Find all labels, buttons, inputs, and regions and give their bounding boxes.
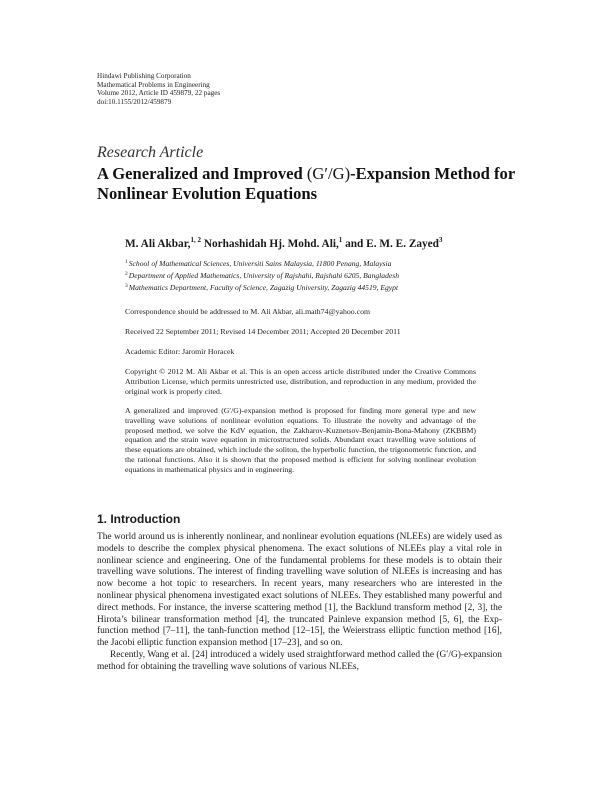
author-name: and E. M. E. Zayed bbox=[345, 238, 439, 250]
affiliation bbox=[125, 271, 399, 280]
title-part-2: -Expansion Method for Nonlinear Evolution Equations bbox=[97, 164, 515, 203]
article-type: Research Article bbox=[97, 144, 204, 161]
paragraph: The world around us is inherently nonlinear, and nonlinear evolution equations (NLEEs) are widely used as models to describe the complex physical phenomena. The exact solutions of NLEEs play a vital role in nonlinear science and engineering. One of the fundamental problems for these models is to obtain their travelling wave solutions. The interest of finding travelling wave solution of NLEEs is increasing and has now become a hot topic to researchers. In recent years, many researchers who are interested in the nonlinear physical phenomena investigated exact solutions of NLEEs. They established many powerful and direct methods. For instance, the inverse scattering method [1], the Backlund transform method [2, 3], the Hirota’s bilinear transformation method [4], the truncated Painleve expansion method [5, 6], the Exp-function method [7–11], the tanh-function method [12–15], the Weierstrass elliptic function method [16], the Jacobi elliptic function expansion method [17–23], and so on. bbox=[97, 532, 502, 649]
publisher: Hindawi Publishing Corporation bbox=[97, 72, 191, 80]
affiliation bbox=[125, 259, 391, 268]
affiliation-number: 2 bbox=[125, 271, 128, 277]
author-name: Norhashidah Hj. Mohd. Ali, bbox=[203, 238, 339, 250]
abstract: A generalized and improved (G′/G)-expansion method is proposed for finding more general type and new travelling wave solutions of nonlinear evolution equations. To illustrate the novelty and advantage of the proposed method, we solve the KdV equation, the Zakharov-Kuznetsov-Benjamin-Bona-Mahony (ZKBBM) equation and the strain wave equation in microstructured solids. Abundant exact travelling wave solutions of these equations are obtained, which include the soliton, the hyperbolic function, the trigonometric function, and the rational functions. Also it is shown that the proposed method is efficient for solving nonlinear evolution equations in mathematical physics and in engineering. bbox=[125, 406, 476, 474]
author-list bbox=[125, 236, 442, 250]
affiliation-number: 3 bbox=[125, 283, 128, 289]
author-affiliation-mark: 3 bbox=[438, 236, 443, 244]
journal-header bbox=[97, 72, 220, 106]
correspondence: Correspondence should be addressed to M. Ali Akbar, ali.math74@yahoo.com bbox=[125, 307, 371, 316]
section-heading: 1. Introduction bbox=[97, 512, 181, 526]
affiliation-number: 1 bbox=[125, 259, 128, 265]
affiliation-text: Department of Applied Mathematics, University of Rajshahi, Rajshahi 6205, Bangladesh bbox=[128, 271, 400, 280]
author-affiliation-mark: 1, 2 bbox=[190, 236, 201, 244]
academic-editor: Academic Editor: Jaromir Horacek bbox=[125, 347, 235, 356]
article-title bbox=[97, 164, 537, 204]
title-part-1: A Generalized and Improved bbox=[97, 164, 307, 183]
copyright-notice: Copyright © 2012 M. Ali Akbar et al. This is an open access article distributed under the Creative Commons Attribution License, which permits unrestricted use, distribution, and reproduction in any medium, provided the original work is properly cited. bbox=[125, 367, 476, 396]
received-dates: Received 22 September 2011; Revised 14 December 2011; Accepted 20 December 2011 bbox=[125, 327, 401, 336]
paragraph: Recently, Wang et al. [24] introduced a widely used straightforward method called the (G′/G)-expansion method for obtaining the travelling wave solutions of various NLEEs, bbox=[97, 649, 502, 672]
title-ratio: (G′/G) bbox=[306, 164, 351, 183]
affiliation-text: Mathematics Department, Faculty of Science, Zagazig University, Zagazig 44519, Egypt bbox=[128, 283, 399, 292]
affiliation-text: School of Mathematical Sciences, Universiti Sains Malaysia, 11800 Penang, Malaysia bbox=[128, 259, 392, 268]
affiliation bbox=[125, 283, 398, 292]
volume-info: Volume 2012, Article ID 459879, 22 pages bbox=[97, 89, 221, 98]
introduction-body bbox=[97, 532, 502, 674]
journal-name: Mathematical Problems in Engineering bbox=[97, 80, 210, 89]
author-affiliation-mark: 1 bbox=[338, 236, 343, 244]
author-name: M. Ali Akbar, bbox=[125, 238, 191, 250]
doi[interactable]: doi:10.1155/2012/459879 bbox=[97, 97, 172, 106]
